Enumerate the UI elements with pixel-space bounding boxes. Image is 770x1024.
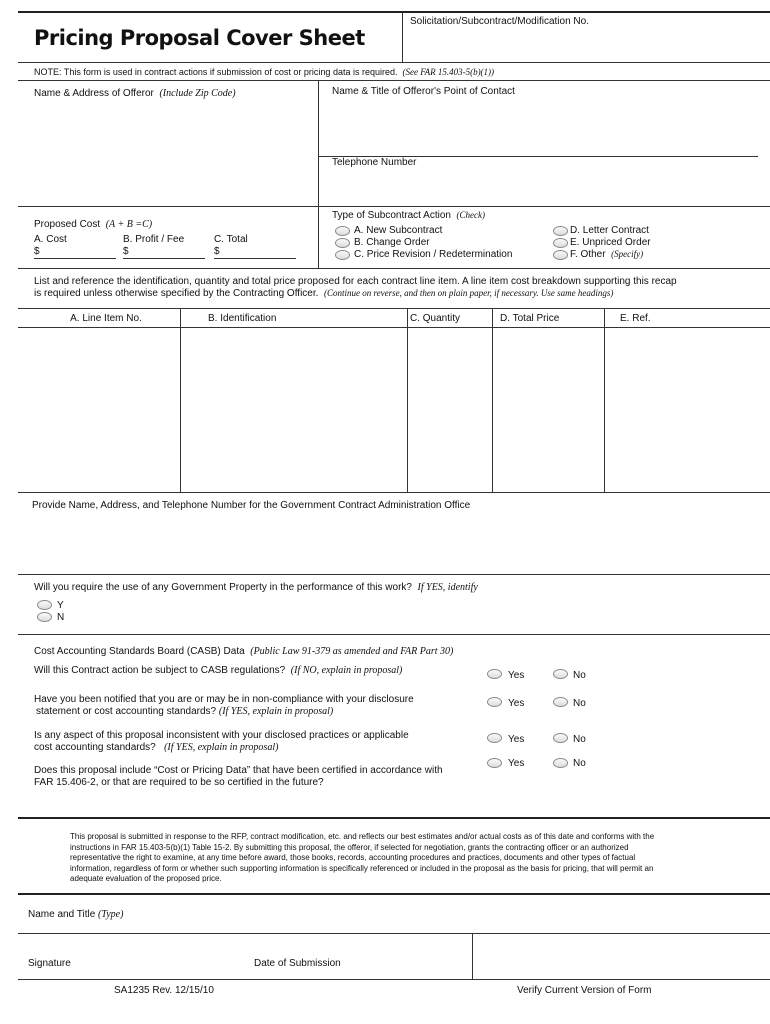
divider	[18, 979, 770, 980]
casb-q4-yes-radio[interactable]	[487, 758, 502, 768]
action-letter-contract-radio[interactable]	[553, 226, 568, 236]
casb-q3-line2: cost accounting standards? (If YES, explain in proposal)	[34, 742, 279, 753]
offeror-name-address-field[interactable]	[18, 100, 318, 206]
cost-a-label: A. Cost	[34, 234, 67, 245]
ref-field[interactable]	[605, 328, 770, 492]
casb-q2-no-label: No	[573, 698, 586, 709]
casb-q4-yes-label: Yes	[508, 758, 525, 769]
solicitation-field[interactable]	[402, 26, 770, 62]
col-header-quantity: C. Quantity	[410, 313, 461, 324]
col-header-total-price: D. Total Price	[500, 313, 560, 324]
gov-property-yes-label: Y	[57, 600, 64, 611]
gov-office-field[interactable]	[18, 514, 770, 574]
gov-property-yes-radio[interactable]	[37, 600, 52, 610]
gov-property-question: Will you require the use of any Government Property in the performance of this work? If YES, identify	[34, 582, 478, 593]
divider	[18, 634, 770, 635]
date-of-submission-field[interactable]	[354, 934, 470, 978]
casb-q1-no-radio[interactable]	[553, 669, 568, 679]
cost-a-currency: $	[34, 246, 40, 257]
casb-q2-line2: statement or cost accounting standards? (If YES, explain in proposal)	[36, 706, 334, 717]
action-other-radio[interactable]	[553, 250, 568, 260]
gov-office-label: Provide Name, Address, and Telephone Number for the Government Contract Administration Office	[32, 500, 471, 511]
divider	[18, 80, 770, 81]
cost-c-field[interactable]	[222, 244, 296, 258]
signature-label: Signature	[28, 958, 71, 969]
name-title-label: Name and Title (Type)	[28, 909, 124, 920]
signature-field[interactable]	[18, 934, 248, 978]
line-items-instruction: List and reference the identification, quantity and total price proposed for each contract line item. A line item cost breakdown supporting this recap	[34, 276, 677, 287]
divider	[18, 206, 770, 207]
col-header-ref: E. Ref.	[620, 313, 651, 324]
action-option-a: A. New Subcontract	[354, 225, 443, 236]
col-header-identification: B. Identification	[208, 313, 277, 324]
signature-extra-field[interactable]	[473, 934, 770, 978]
table-top-border	[18, 308, 770, 309]
casb-q4-line2: FAR 15.406-2, or that are required to be so certified in the future?	[34, 777, 324, 788]
casb-q3-no-radio[interactable]	[553, 733, 568, 743]
proposed-cost-label: Proposed Cost (A + B =C)	[34, 219, 153, 230]
casb-q3-no-label: No	[573, 734, 586, 745]
action-option-f: F. Other (Specify)	[570, 249, 644, 260]
divider	[18, 817, 770, 819]
divider	[18, 574, 770, 575]
action-price-revision-radio[interactable]	[335, 250, 350, 260]
telephone-label: Telephone Number	[332, 157, 417, 168]
casb-heading: Cost Accounting Standards Board (CASB) Data (Public Law 91-379 as amended and FAR Part 30)	[34, 646, 454, 657]
total-price-field[interactable]	[493, 328, 604, 492]
action-option-c: C. Price Revision / Redetermination	[354, 249, 513, 260]
divider	[18, 62, 770, 63]
divider	[18, 893, 770, 895]
note-text: NOTE: This form is used in contract actions if submission of cost or pricing data is required. (See FAR 15.403-5(b)(1))	[34, 67, 495, 77]
casb-q4-no-radio[interactable]	[553, 758, 568, 768]
page-title: Pricing Proposal Cover Sheet	[34, 26, 365, 50]
form-number: SA1235 Rev. 12/15/10	[114, 985, 214, 996]
col-header-line-item: A. Line Item No.	[70, 313, 142, 324]
casb-q3-yes-radio[interactable]	[487, 733, 502, 743]
casb-q2-yes-label: Yes	[508, 698, 525, 709]
casb-q2-line1: Have you been notified that you are or may be in non-compliance with your disclosure	[34, 694, 414, 705]
divider	[18, 268, 770, 269]
name-title-field[interactable]	[18, 896, 770, 932]
table-bottom-border	[18, 492, 770, 493]
cost-c-currency: $	[214, 246, 220, 257]
date-of-submission-label: Date of Submission	[254, 958, 341, 969]
identification-field[interactable]	[181, 328, 407, 492]
top-border	[18, 11, 770, 13]
action-type-label: Type of Subcontract Action (Check)	[332, 210, 486, 221]
cost-a-field[interactable]	[42, 244, 116, 258]
casb-q3-yes-label: Yes	[508, 734, 525, 745]
cost-b-label: B. Profit / Fee	[123, 234, 185, 245]
casb-q1-yes-radio[interactable]	[487, 669, 502, 679]
casb-q1-yes-label: Yes	[508, 670, 525, 681]
casb-q4-line1: Does this proposal include “Cost or Pricing Data” that have been certified in accordance with	[34, 765, 443, 776]
poc-label: Name & Title of Offeror's Point of Contact	[332, 86, 515, 97]
casb-q2-no-radio[interactable]	[553, 697, 568, 707]
cost-b-currency: $	[123, 246, 129, 257]
casb-q2-yes-radio[interactable]	[487, 697, 502, 707]
cost-c-label: C. Total	[214, 234, 248, 245]
action-unpriced-order-radio[interactable]	[553, 238, 568, 248]
action-new-subcontract-radio[interactable]	[335, 226, 350, 236]
casb-q1: Will this Contract action be subject to CASB regulations? (If NO, explain in proposal)	[34, 665, 403, 676]
cost-c-underline	[214, 258, 296, 259]
action-change-order-radio[interactable]	[335, 238, 350, 248]
line-item-no-field[interactable]	[18, 328, 180, 492]
cost-a-underline	[34, 258, 116, 259]
cost-b-field[interactable]	[131, 244, 205, 258]
cost-b-underline	[123, 258, 205, 259]
action-option-d: D. Letter Contract	[570, 225, 649, 236]
quantity-field[interactable]	[408, 328, 492, 492]
poc-field[interactable]	[318, 98, 758, 154]
casb-q4-no-label: No	[573, 758, 586, 769]
solicitation-label: Solicitation/Subcontract/Modification No.	[410, 16, 589, 27]
casb-q3-line1: Is any aspect of this proposal inconsistent with your disclosed practices or applicable	[34, 730, 409, 741]
line-items-instruction-2: is required unless otherwise specified by the Contracting Officer. (Continue on reverse, and then on plain paper, if necessary. Use same headings)	[34, 288, 614, 299]
gov-property-no-radio[interactable]	[37, 612, 52, 622]
certification-text: This proposal is submitted in response to the RFP, contract modification, etc. and reflects our best estimates and/or actual costs as of this date and conforms with the instructions in FAR 15.403-5(b)(1) Table 15-2. By submitting this proposal, the offeror, if selected for negotiation, grants the contracting officer or an authorized representative the right to examine, at any time before award, those books, records, accounting procedures and practices, documents and other types of factual information, regardless of form or whether such supporting information is specifically referenced or included in the proposal as the basis for pricing, that will permit an adequate evaluation of the proposed price.	[70, 832, 655, 883]
telephone-field[interactable]	[318, 170, 758, 204]
gov-property-no-label: N	[57, 612, 65, 623]
casb-q1-no-label: No	[573, 670, 586, 681]
offeror-name-address-label: Name & Address of Offeror (Include Zip Code)	[34, 88, 236, 99]
action-option-b: B. Change Order	[354, 237, 430, 248]
action-option-e: E. Unpriced Order	[570, 237, 651, 248]
verify-version-note: Verify Current Version of Form	[517, 985, 652, 996]
